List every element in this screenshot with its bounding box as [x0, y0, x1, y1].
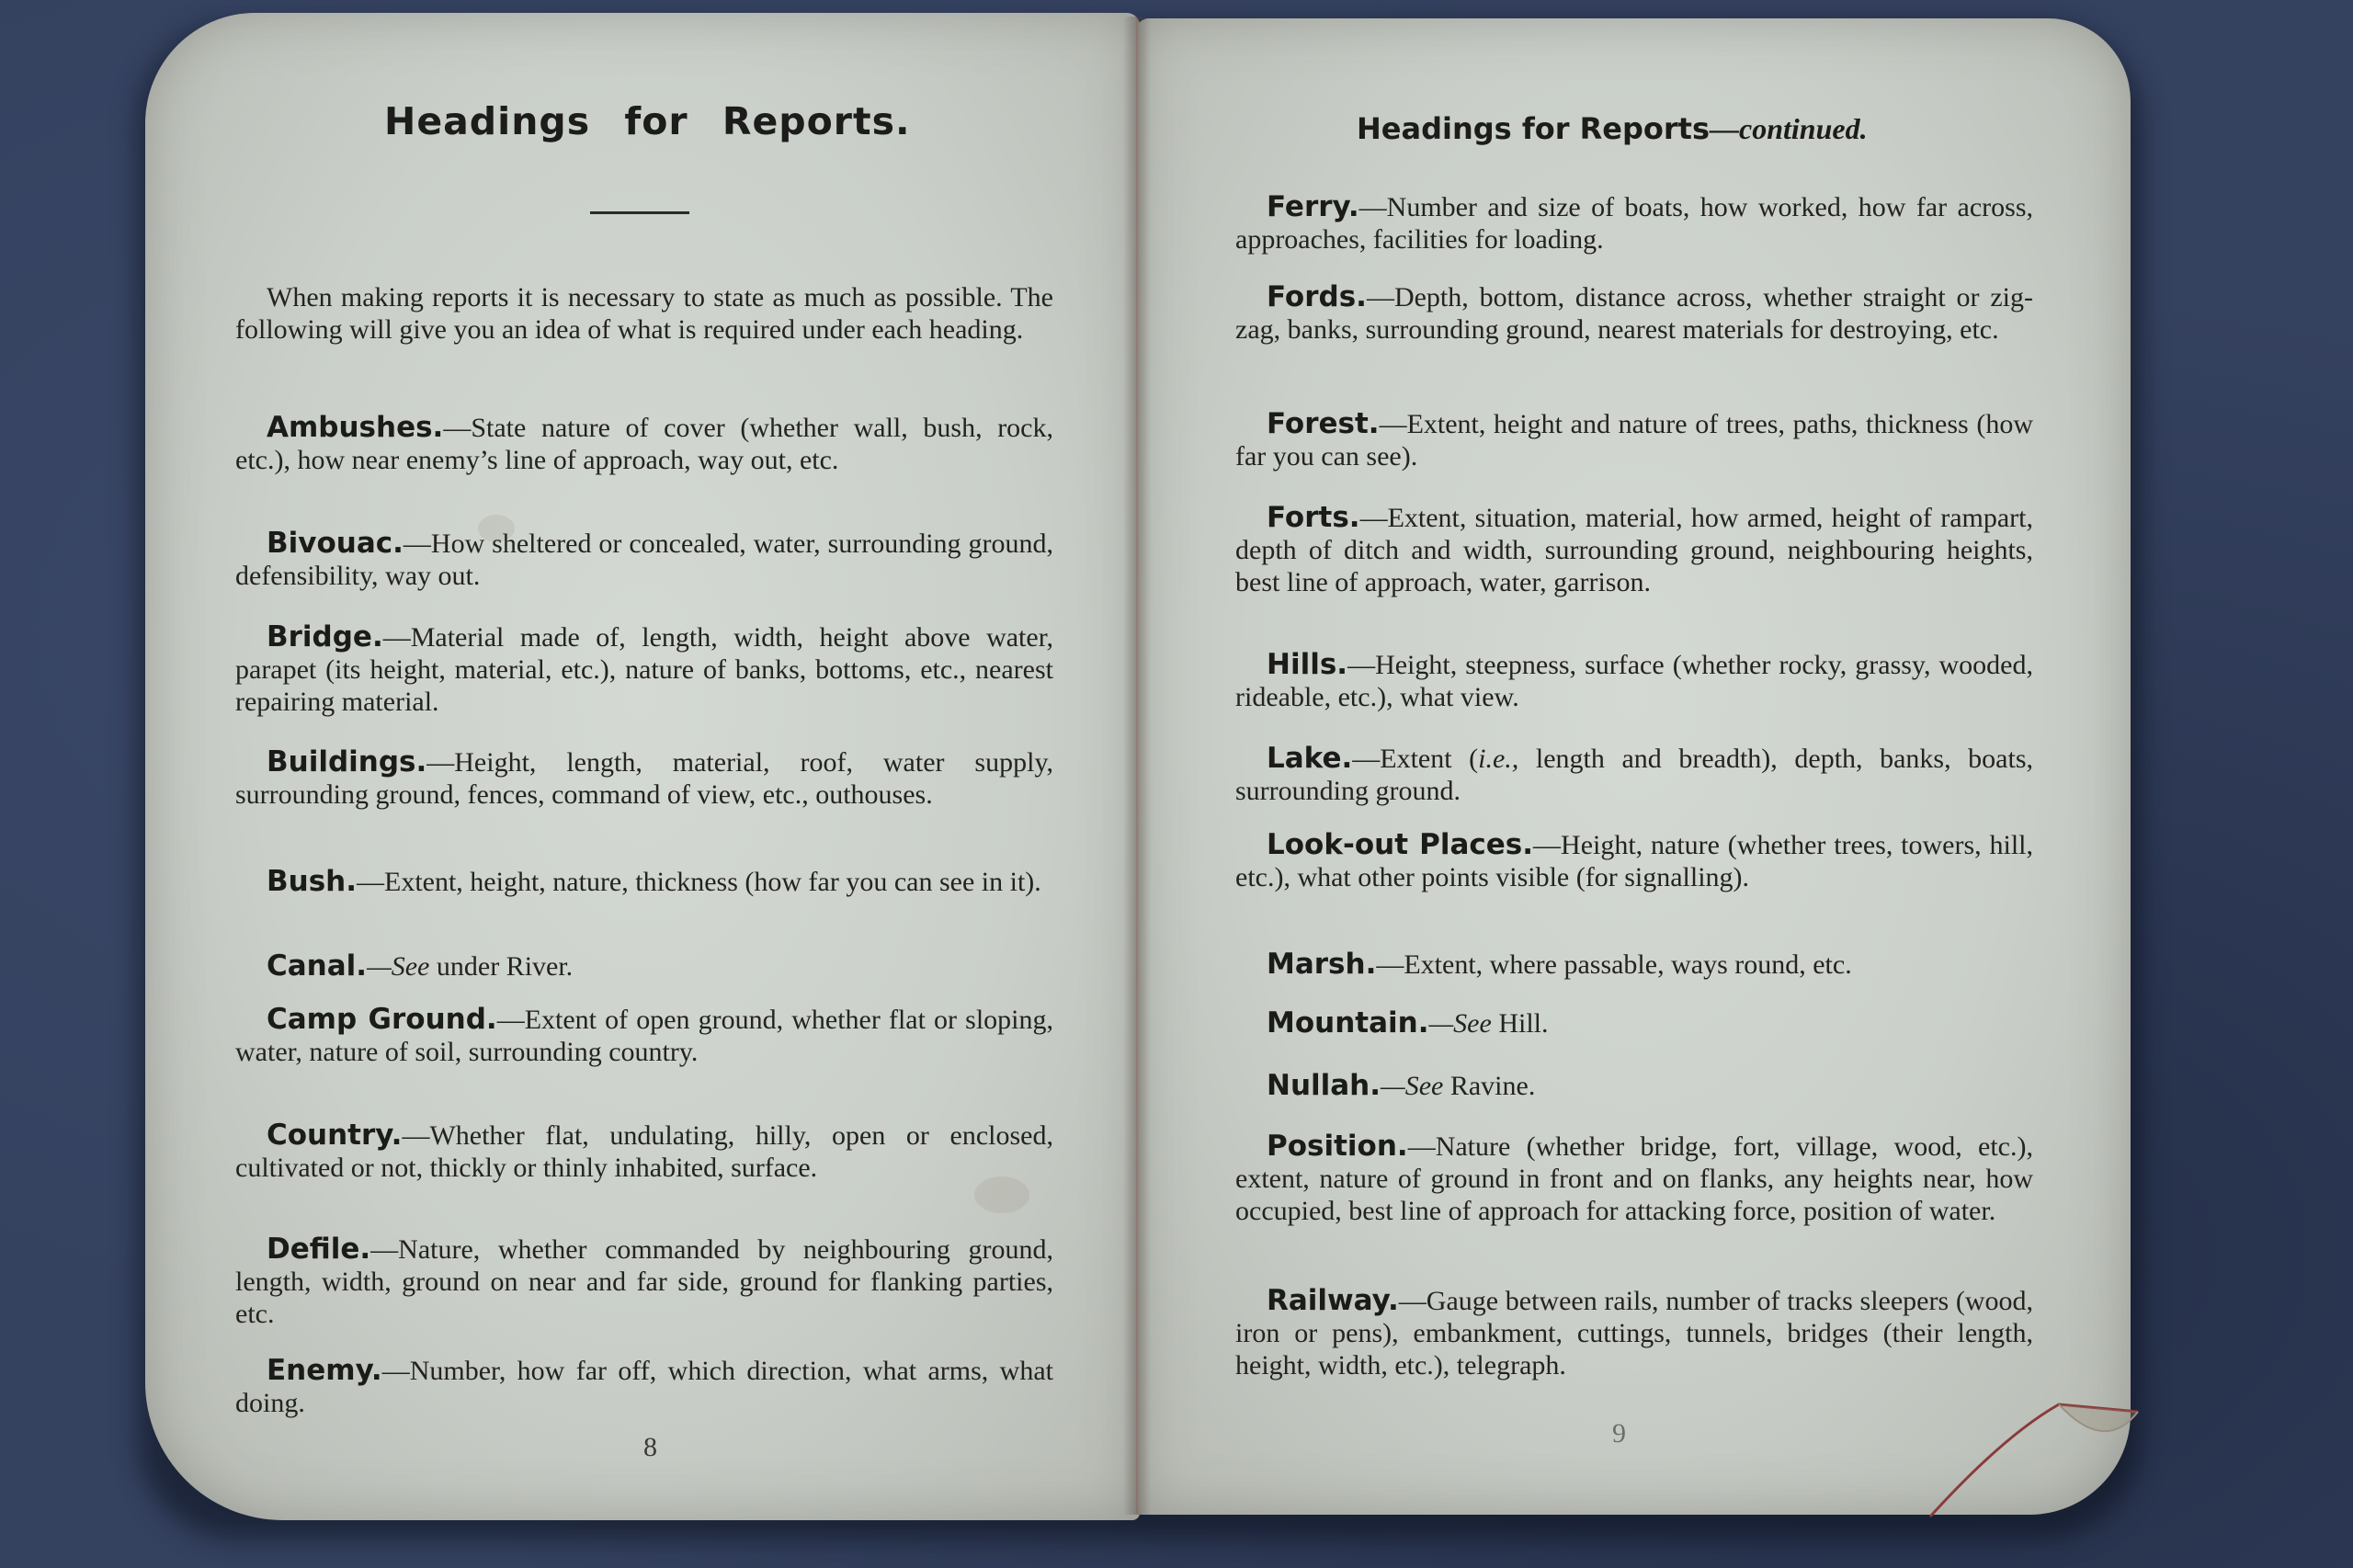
entry-enemy: Enemy.—Number, how far off, which direction, what arms, what doing. — [235, 1354, 1053, 1418]
entry-look-out-places: Look-out Places.—Height, nature (whether trees, towers, hill, etc.), what other points visible (for signalling). — [1235, 828, 2033, 892]
book-gutter — [1123, 17, 1151, 1515]
right-page-number: 9 — [1612, 1418, 1626, 1449]
right-page-title: Headings for Reports—continued. — [1357, 111, 1868, 146]
entry-country: Country.—Whether flat, undulating, hilly, open or enclosed, cultivated or not, thickly or thinly inhabited, surface. — [235, 1119, 1053, 1183]
entry-forest: Forest.—Extent, height and nature of trees, paths, thickness (how far you can see). — [1235, 407, 2033, 472]
entry-lake: Lake.—Extent (i.e., length and breadth), depth, banks, boats, surrounding ground. — [1235, 742, 2033, 806]
entry-buildings: Buildings.—Height, length, material, roof, water supply, surrounding ground, fences, command of view, etc., outhouses. — [235, 745, 1053, 810]
entry-ferry: Ferry.—Number and size of boats, how worked, how far across, approaches, facilities for loading. — [1235, 190, 2033, 255]
entry-marsh: Marsh.—Extent, where passable, ways round, etc. — [1267, 948, 1852, 981]
entry-bridge: Bridge.—Material made of, length, width, height above water, parapet (its height, material, etc.), nature of banks, bottoms, etc., nearest repairing material. — [235, 620, 1053, 717]
entry-railway: Railway.—Gauge between rails, number of tracks sleepers (wood, iron or pens), embankment, cuttings, tunnels, bridges (their length, height, width, etc.), telegraph. — [1235, 1284, 2033, 1381]
entry-hills: Hills.—Height, steepness, surface (whether rocky, grassy, wooded, rideable, etc.), what view. — [1235, 648, 2033, 712]
entry-nullah: Nullah.—See Ravine. — [1267, 1069, 1536, 1102]
entry-fords: Fords.—Depth, bottom, distance across, whether straight or zig-zag, banks, surrounding ground, nearest materials for destroying, etc. — [1235, 280, 2033, 345]
entry-mountain: Mountain.—See Hill. — [1267, 1006, 1549, 1040]
entry-bivouac: Bivouac.—How sheltered or concealed, water, surrounding ground, defensibility, way out. — [235, 527, 1053, 591]
page-corner-curl — [1921, 1399, 2142, 1518]
entry-bush: Bush.—Extent, height, nature, thickness (how far you can see in it). — [267, 865, 1041, 898]
entry-camp-ground: Camp Ground.—Extent of open ground, whether flat or sloping, water, nature of soil, surrounding country. — [235, 1003, 1053, 1067]
entry-position: Position.—Nature (whether bridge, fort, village, wood, etc.), extent, nature of ground in front and on flanks, any heights near, how occupied, best line of approach for attacking force, position of water. — [1235, 1130, 2033, 1226]
entry-defile: Defile.—Nature, whether commanded by neighbouring ground, length, width, ground on near and far side, ground for flanking parties, etc. — [235, 1233, 1053, 1329]
left-page-title: Headings for Reports. — [384, 99, 911, 143]
entry-forts: Forts.—Extent, situation, material, how armed, height of rampart, depth of ditch and width, surrounding ground, neighbouring heights, best line of approach, water, garrison. — [1235, 501, 2033, 597]
left-page-number: 8 — [643, 1432, 657, 1462]
entry-ambushes: Ambushes.—State nature of cover (whether wall, bush, rock, etc.), how near enemy’s line of approach, way out, etc. — [235, 411, 1053, 475]
entry-canal: Canal.—See under River. — [267, 949, 574, 983]
title-rule — [590, 211, 689, 214]
intro-paragraph: When making reports it is necessary to state as much as possible. The following will give you an idea of what is required under each heading. — [235, 282, 1053, 345]
